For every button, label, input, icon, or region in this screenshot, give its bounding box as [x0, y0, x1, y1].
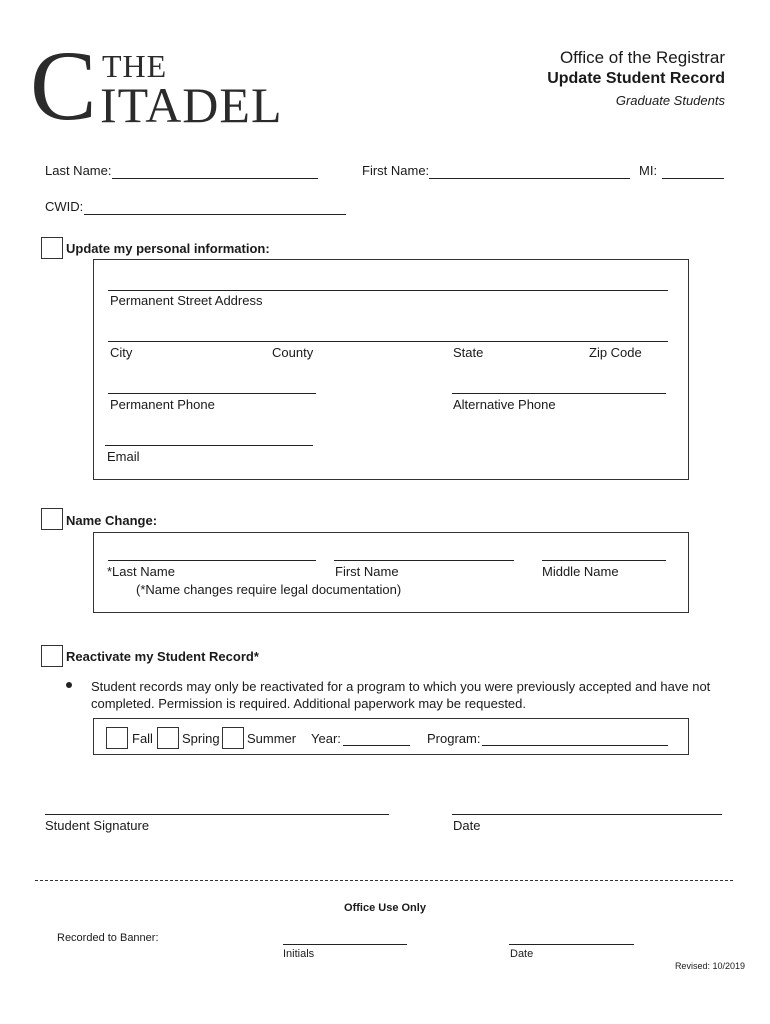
student-signature-field[interactable] — [45, 814, 389, 815]
legal-doc-note: (*Name changes require legal documentation) — [136, 582, 402, 597]
new-middle-name-field[interactable] — [542, 560, 666, 561]
new-first-name-field[interactable] — [334, 560, 514, 561]
dashed-divider — [35, 880, 733, 881]
first-name-label: First Name: — [362, 163, 430, 178]
street-address-label: Permanent Street Address — [110, 293, 263, 308]
cwid-field[interactable] — [84, 214, 346, 215]
signature-date-label: Date — [453, 818, 481, 833]
office-date-label: Date — [510, 948, 534, 960]
logo-letter-c: C — [30, 30, 97, 141]
fall-label: Fall — [132, 731, 153, 746]
name-change-heading: Name Change: — [66, 513, 158, 528]
summer-checkbox[interactable] — [222, 727, 244, 749]
reactivate-checkbox[interactable] — [41, 645, 63, 667]
mi-label: MI: — [639, 163, 658, 178]
email-field[interactable] — [105, 445, 313, 446]
permanent-phone-label: Permanent Phone — [110, 397, 215, 412]
spring-label: Spring — [182, 731, 220, 746]
bullet-icon — [66, 682, 72, 688]
revised-date: Revised: 10/2019 — [674, 961, 745, 971]
spring-checkbox[interactable] — [157, 727, 179, 749]
state-label: State — [453, 345, 484, 360]
summer-label: Summer — [247, 731, 297, 746]
year-label: Year: — [311, 731, 341, 746]
city-label: City — [110, 345, 133, 360]
student-signature-label: Student Signature — [45, 818, 150, 833]
county-label: County — [272, 345, 314, 360]
new-last-name-field[interactable] — [108, 560, 316, 561]
program-label: Program: — [427, 731, 481, 746]
new-last-name-label: *Last Name — [107, 564, 175, 579]
year-field[interactable] — [343, 745, 410, 746]
citadel-logo — [30, 30, 320, 142]
recorded-to-banner-label: Recorded to Banner: — [57, 932, 159, 944]
program-field[interactable] — [482, 745, 668, 746]
mi-field[interactable] — [662, 178, 724, 179]
email-label: Email — [107, 449, 140, 464]
initials-field[interactable] — [283, 944, 407, 945]
alternative-phone-label: Alternative Phone — [453, 397, 556, 412]
last-name-field[interactable] — [112, 178, 318, 179]
first-name-field[interactable] — [429, 178, 630, 179]
zip-label: Zip Code — [589, 345, 642, 360]
new-first-name-label: First Name — [335, 564, 399, 579]
initials-label: Initials — [283, 948, 315, 960]
fall-checkbox[interactable] — [106, 727, 128, 749]
office-use-heading: Office Use Only — [344, 902, 426, 914]
update-personal-checkbox[interactable] — [41, 237, 63, 259]
reactivate-heading: Reactivate my Student Record* — [66, 649, 259, 664]
signature-date-field[interactable] — [452, 814, 722, 815]
name-change-checkbox[interactable] — [41, 508, 63, 530]
logo-word-the: THE — [102, 48, 168, 84]
city-county-state-zip-field[interactable] — [108, 341, 668, 342]
office-date-field[interactable] — [509, 944, 634, 945]
alternative-phone-field[interactable] — [452, 393, 666, 394]
logo-word-itadel: ITADEL — [100, 77, 283, 133]
new-middle-name-label: Middle Name — [542, 564, 619, 579]
cwid-label: CWID: — [45, 199, 84, 214]
last-name-label: Last Name: — [45, 163, 112, 178]
form-subtitle: Graduate Students — [615, 93, 725, 108]
form-title: Update Student Record — [547, 70, 725, 87]
reactivate-note-line1: Student records may only be reactivated for a program to which you were previously accepted and have not — [91, 679, 711, 694]
personal-heading: Update my personal information: — [66, 241, 270, 256]
permanent-phone-field[interactable] — [108, 393, 316, 394]
reactivate-note-line2: completed. Permission is required. Additional paperwork may be requested. — [91, 696, 527, 711]
street-address-field[interactable] — [108, 290, 668, 291]
office-title: Office of the Registrar — [559, 48, 725, 67]
